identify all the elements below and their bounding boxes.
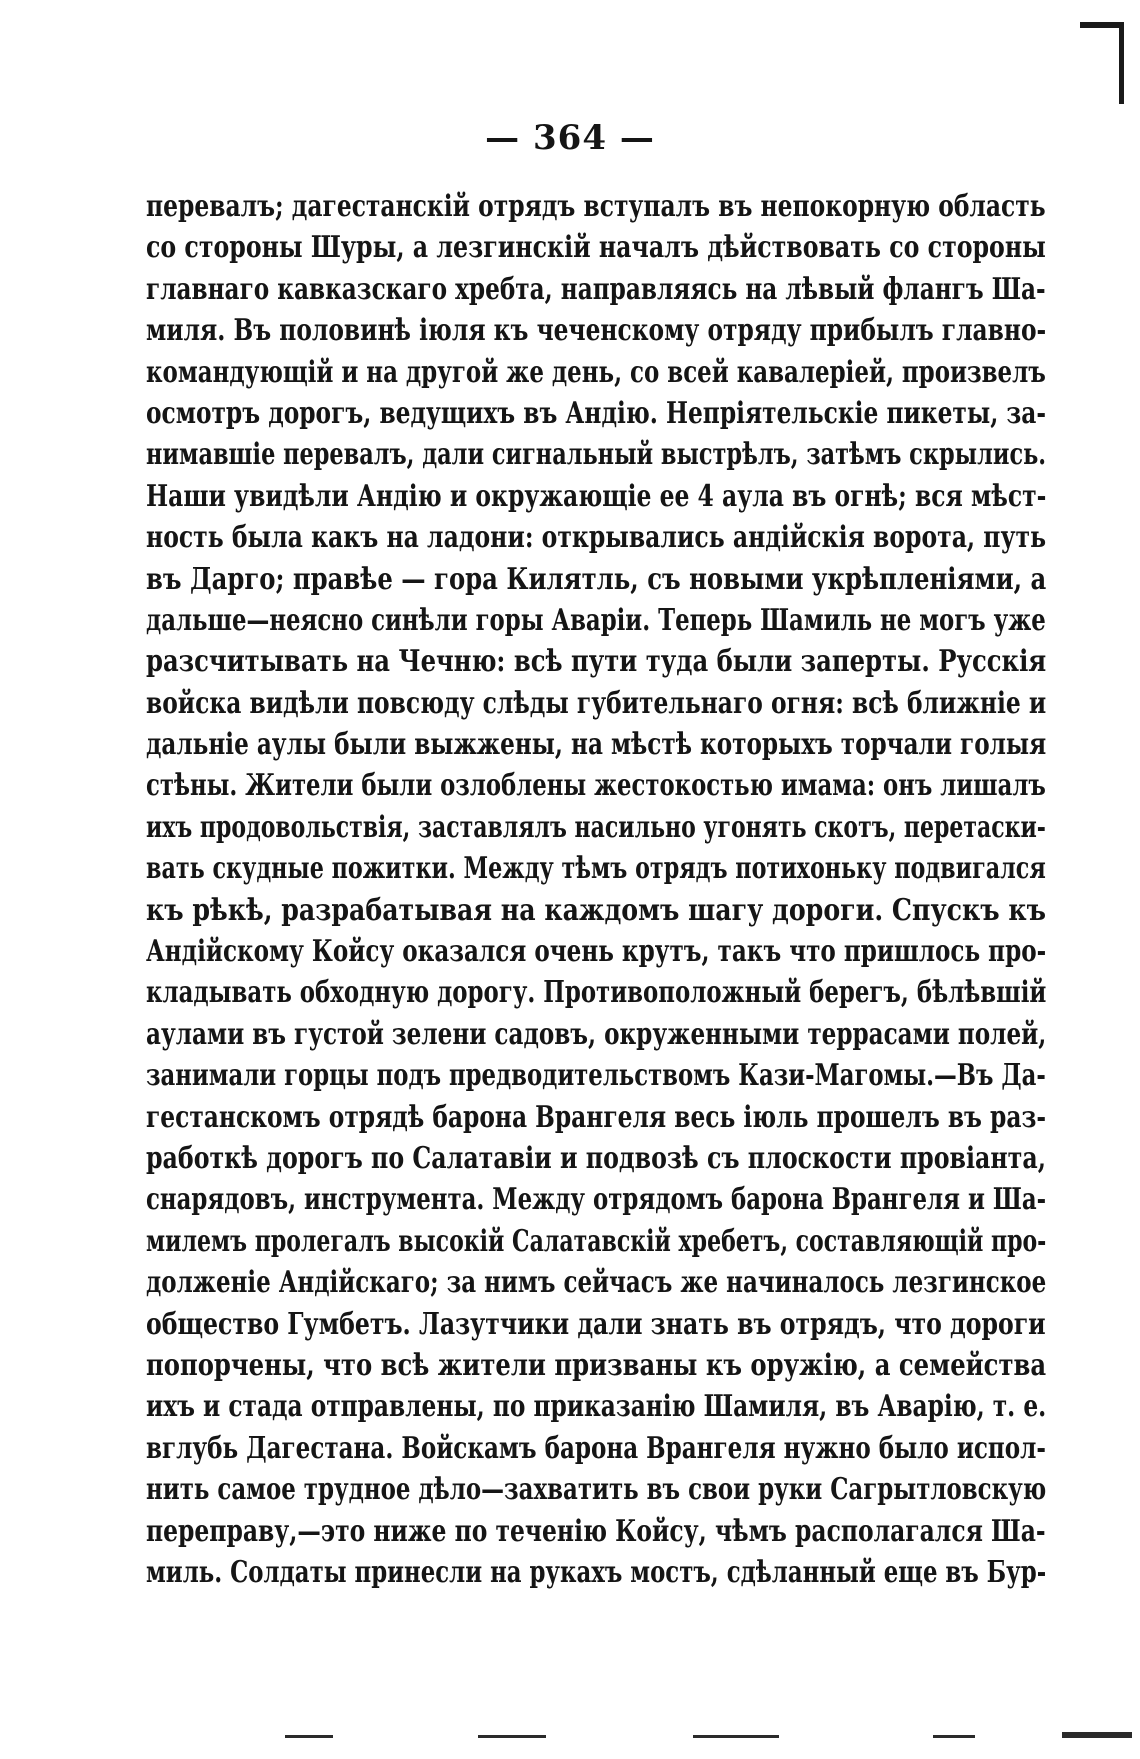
text-line: дальніе аулы были выжжены, на мѣстѣ которыхъ торчали голыя	[146, 727, 1046, 763]
text-line: въ Дарго; правѣе — гора Килятль, съ новыми укрѣпленіями, а	[146, 561, 1046, 597]
text-line: осмотръ дорогъ, ведущихъ въ Андію. Непріятельскіе пикеты, за-	[146, 395, 1046, 431]
text-line: миль. Солдаты принесли на рукахъ мостъ, сдѣланный еще въ Бур-	[146, 1554, 1046, 1590]
text-line: со стороны Шуры, а лезгинскій началъ дѣйствовать со стороны	[146, 230, 1046, 266]
print-artifact-rule	[693, 1735, 779, 1738]
print-artifact-rule	[1062, 1732, 1132, 1738]
page-number: — 364 —	[485, 118, 655, 158]
text-line: общество Гумбетъ. Лазутчики дали знать въ отрядъ, что дороги	[146, 1306, 1046, 1342]
text-line: ихъ продовольствія, заставлялъ насильно угонять скотъ, перетаски-	[146, 809, 1046, 845]
text-line: гестанскомъ отрядѣ барона Врангеля весь іюль прошелъ въ раз-	[146, 1099, 1046, 1135]
text-line: дальше—неясно синѣли горы Аваріи. Теперь Шамиль не могъ уже	[146, 602, 1046, 638]
text-line: аулами въ густой зелени садовъ, окруженными террасами полей,	[146, 1016, 1046, 1052]
text-line: миля. Въ половинѣ іюля къ чеченскому отряду прибылъ главно-	[146, 313, 1046, 349]
print-artifact-rule	[478, 1735, 546, 1738]
text-line: ность была какъ на ладони: открывались андійскія ворота, путь	[146, 520, 1046, 556]
print-edge-mark	[1119, 22, 1124, 104]
text-line: къ рѣкѣ, разрабатывая на каждомъ шагу дороги. Спускъ къ	[146, 892, 1046, 928]
text-line: войска видѣли повсюду слѣды губительнаго огня: всѣ ближніе и	[146, 685, 1046, 721]
text-line: главнаго кавказскаго хребта, направляясь на лѣвый флангъ Ша-	[146, 271, 1046, 307]
text-line: милемъ пролегалъ высокій Салатавскій хребетъ, составляющій про-	[146, 1223, 1046, 1259]
text-line: Наши увидѣли Андію и окружающіе ее 4 аула въ огнѣ; вся мѣст-	[146, 478, 1046, 514]
text-line: попорчены, что всѣ жители призваны къ оружію, а семейства	[146, 1347, 1046, 1383]
text-line: стѣны. Жители были озлоблены жестокостью имама: онъ лишалъ	[146, 768, 1046, 804]
text-line: разсчитывать на Чечню: всѣ пути туда были заперты. Русскія	[146, 644, 1046, 680]
text-line: вглубь Дагестана. Войскамъ барона Врангеля нужно было испол-	[146, 1430, 1046, 1466]
text-line: Андійскому Койсу оказался очень крутъ, такъ что пришлось про-	[146, 934, 1046, 970]
text-line: кладывать обходную дорогу. Противоположный берегъ, бѣлѣвшій	[146, 975, 1046, 1011]
text-line: переправу,—это ниже по теченію Койсу, чѣмъ располагался Ша-	[146, 1513, 1046, 1549]
text-line: занимали горцы подъ предводительствомъ Кази-Магомы.—Въ Да-	[146, 1058, 1046, 1094]
print-artifact-rule	[285, 1735, 333, 1738]
text-line: работкѣ дорогъ по Салатавіи и подвозѣ съ плоскости провіанта,	[146, 1140, 1046, 1176]
print-edge-mark	[1080, 22, 1124, 28]
text-line: нимавшіе перевалъ, дали сигнальный выстрѣлъ, затѣмъ скрылись.	[146, 437, 1046, 473]
text-line: снарядовъ, инструмента. Между отрядомъ барона Врангеля и Ша-	[146, 1182, 1046, 1218]
body-text	[146, 186, 1046, 1593]
text-line: долженіе Андійскаго; за нимъ сейчасъ же начиналось лезгинское	[146, 1265, 1046, 1301]
print-artifact-rule	[933, 1735, 975, 1738]
text-line: вать скудные пожитки. Между тѣмъ отрядъ потихоньку подвигался	[146, 851, 1046, 887]
text-line: нить самое трудное дѣло—захватить въ свои руки Сагрытловскую	[146, 1472, 1046, 1508]
text-line: ихъ и стада отправлены, по приказанію Шамиля, въ Аварію, т. е.	[146, 1389, 1046, 1425]
text-line: командующій и на другой же день, со всей кавалеріей, произвелъ	[146, 354, 1046, 390]
text-line: перевалъ; дагестанскій отрядъ вступалъ въ непокорную область	[146, 189, 1046, 224]
